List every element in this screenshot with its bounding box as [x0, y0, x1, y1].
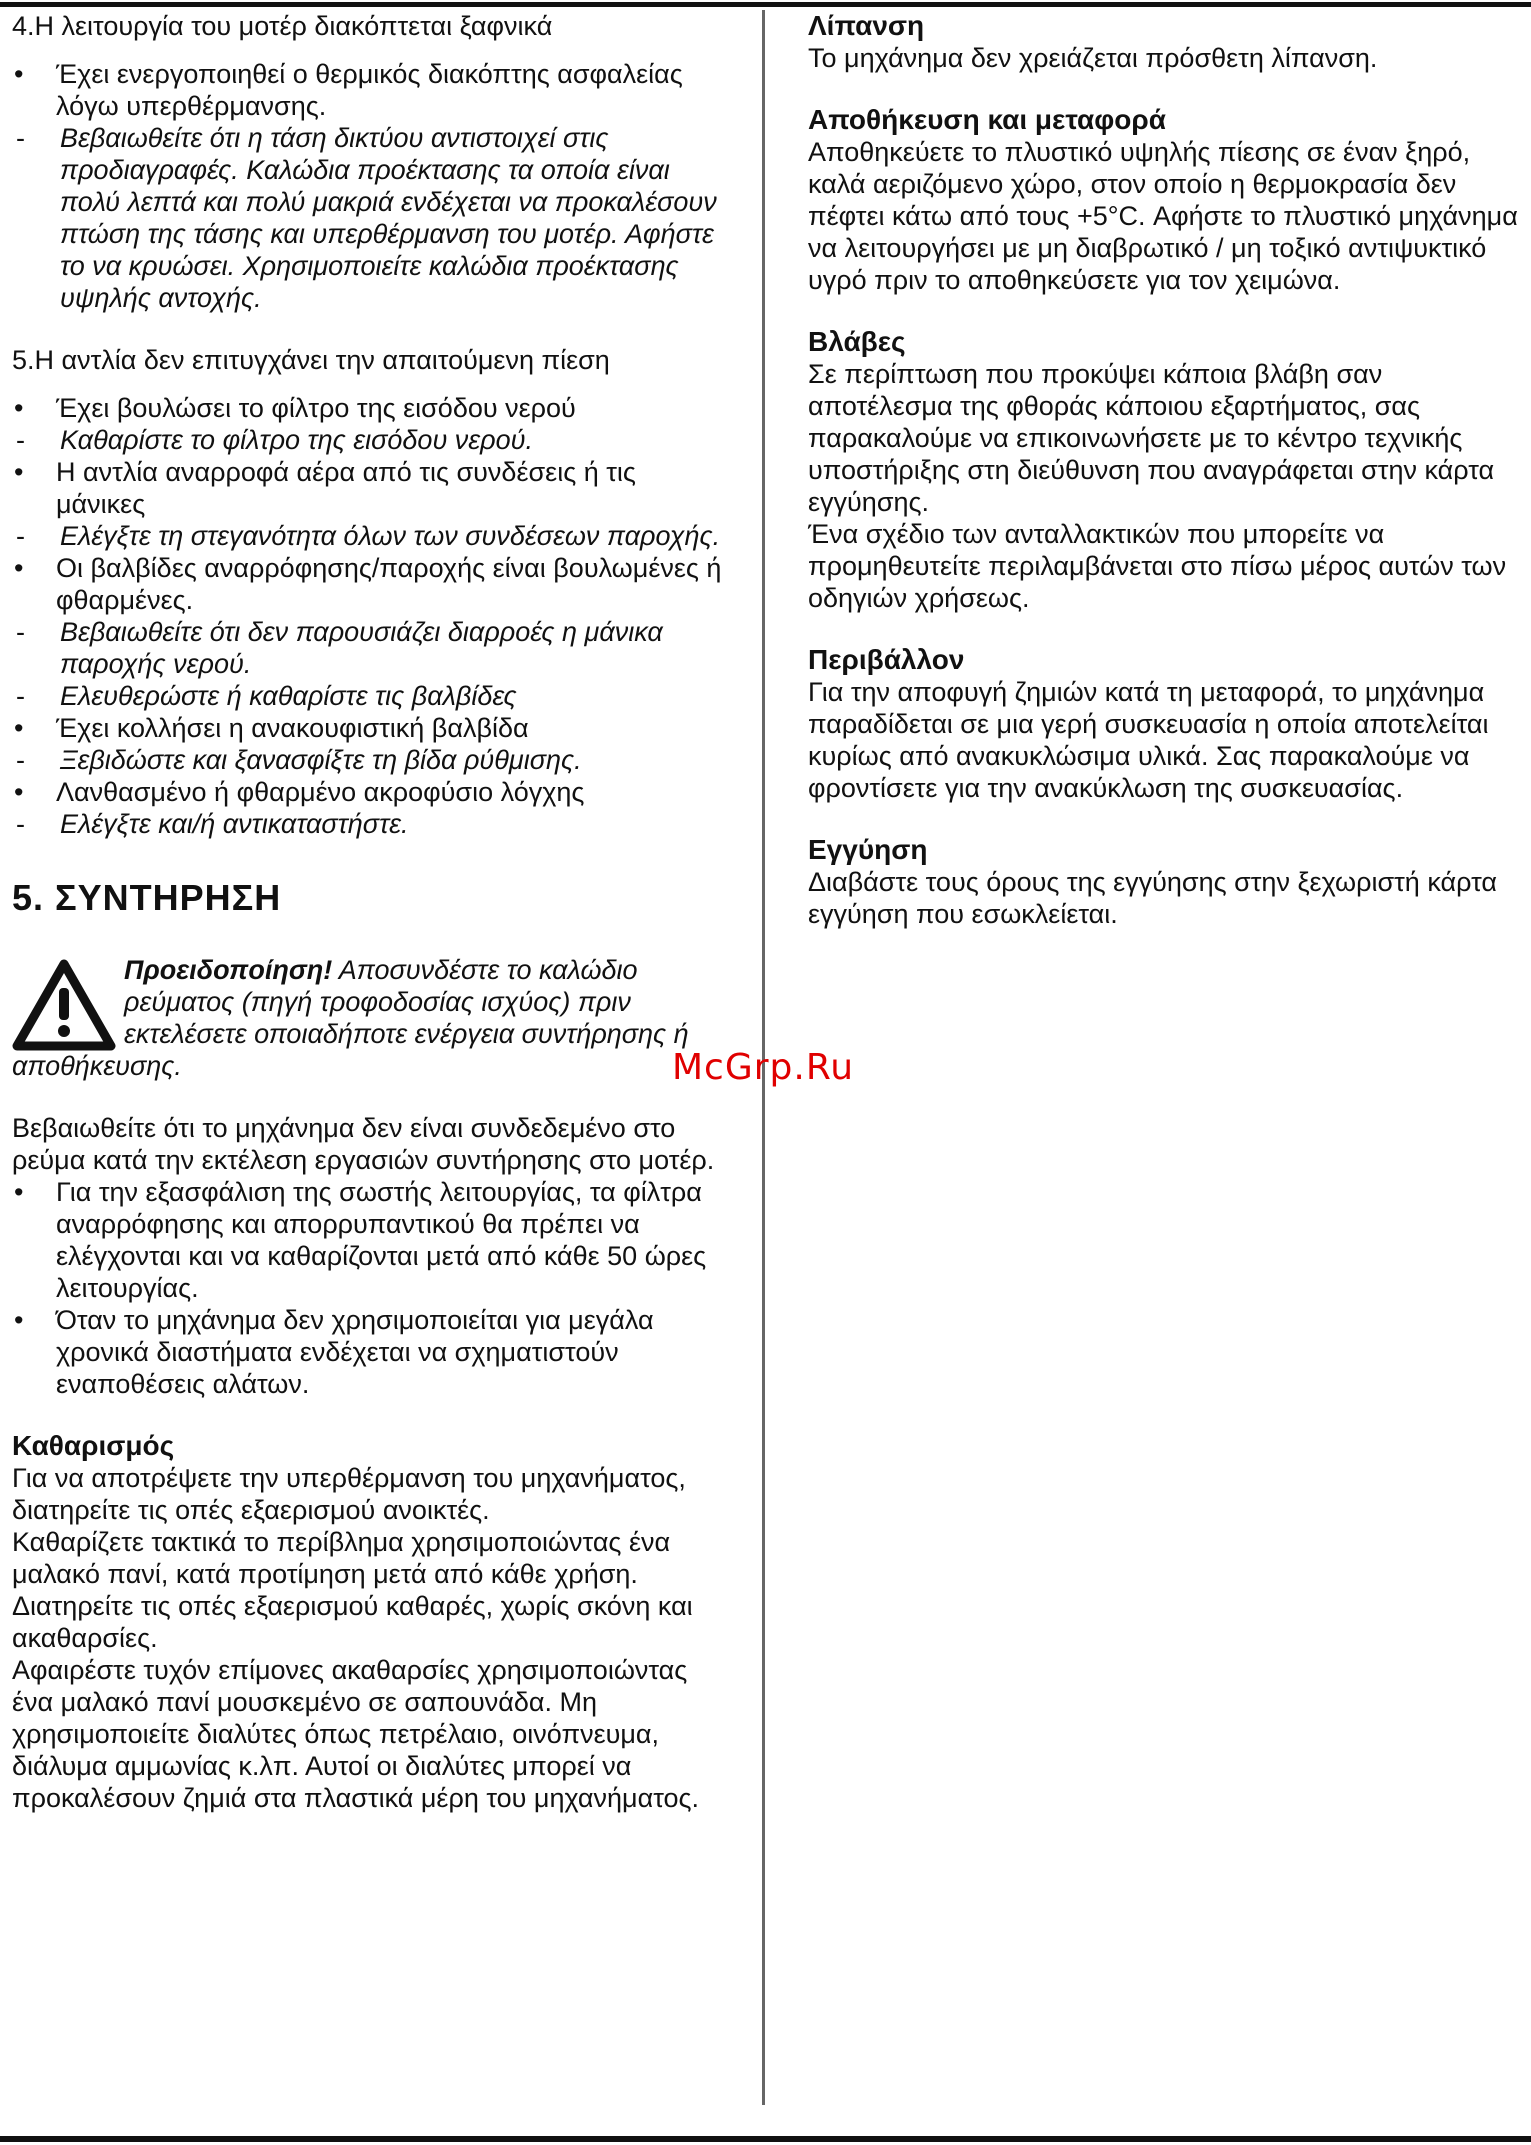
lubrication-text: Το μηχάνημα δεν χρειάζεται πρόσθετη λίπανση. — [808, 43, 1378, 73]
list-item — [12, 552, 732, 712]
list-item — [12, 456, 732, 552]
remedy-item: - Ξεβιδώστε και ξανασφίξτε τη βίδα ρύθμισης. — [12, 744, 732, 776]
faults-text: Σε περίπτωση που προκύψει κάποια βλάβη σαν αποτέλεσμα της φθοράς κάποιου εξαρτήματος, σας παρακαλούμε να επικοινωνήσετε με το κέντρο τεχνικής υποστήριξης στη διεύθυνση που αναγράφεται στην κάρτα εγγύησης. — [808, 359, 1495, 517]
remedy-item: - Βεβαιωθείτε ότι η τάση δικτύου αντιστοιχεί στις προδιαγραφές. Καλώδια προέκτασης τα οποία είναι πολύ λεπτά και πολύ μακριά ενδέχεται να προκαλέσουν πτώση της τάσης και υπερθέρμανση του μοτέρ. Αφήστε το να κρυώσει. Χρησιμοποιείτε καλώδια προέκτασης υψηλής αντοχής. — [12, 122, 732, 314]
warning-text: Αποσυνδέστε το καλώδιο — [332, 955, 638, 985]
remedy-item: - Ελευθερώστε ή καθαρίστε τις βαλβίδες — [12, 680, 732, 712]
bullet-text: Η αντλία αναρροφά αέρα από τις συνδέσεις ή τις μάνικες — [56, 457, 636, 519]
remedy-item: - Ελέγξτε τη στεγανότητα όλων των συνδέσεων παροχής. — [12, 520, 732, 552]
remedy-item: - Βεβαιωθείτε ότι δεν παρουσιάζει διαρροές η μάνικα παροχής νερού. — [12, 616, 732, 680]
troubleshoot-4-list — [12, 58, 732, 314]
warning-label: Προειδοποίηση! — [124, 955, 333, 985]
list-item — [12, 392, 732, 456]
storage-text: Αποθηκεύετε το πλυστικό υψηλής πίεσης σε έναν ξηρό, καλά αεριζόμενο χώρο, στον οποίο η θερμοκρασία δεν πέφτει κάτω από τους +5°C. Αφήστε το πλυστικό μηχάνημα να λειτουργήσει με μη διαβρωτικό / μη τοξικό αντιψυκτικό υγρό πριν το αποθηκεύσετε για τον χειμώνα. — [808, 137, 1518, 295]
bottom-rule — [0, 2136, 1531, 2142]
maintenance-heading: 5. ΣΥΝΤΗΡΗΣΗ — [12, 877, 282, 918]
faults-heading: Βλάβες — [808, 326, 906, 357]
storage-heading: Αποθήκευση και μεταφορά — [808, 104, 1166, 135]
warning-triangle-icon — [12, 958, 116, 1052]
warning-line — [12, 954, 732, 986]
cleaning-paragraph: Για να αποτρέψετε την υπερθέρμανση του μηχανήματος, διατηρείτε τις οπές εξαερισμού ανοικτές. — [12, 1463, 686, 1525]
troubleshoot-item-4-title: 4.Η λειτουργία του μοτέρ διακόπτεται ξαφνικά — [12, 11, 553, 41]
cleaning-heading: Καθαρισμός — [12, 1430, 175, 1461]
warning-line: ρεύματος (πηγή τροφοδοσίας ισχύος) πριν — [124, 987, 631, 1017]
warning-line: εκτελέσετε οποιαδήποτε ενέργεια συντήρησης ή — [124, 1019, 689, 1049]
top-rule — [0, 2, 1531, 7]
warranty-heading: Εγγύηση — [808, 834, 928, 865]
cleaning-paragraph: Καθαρίζετε τακτικά το περίβλημα χρησιμοποιώντας ένα μαλακό πανί, κατά προτίμηση μετά από κάθε χρήση. Διατηρείτε τις οπές εξαερισμού καθαρές, χωρίς σκόνη και ακαθαρσίες. — [12, 1527, 693, 1653]
bullet-text: Λανθασμένο ή φθαρμένο ακροφύσιο λόγχης — [56, 777, 585, 807]
environment-heading: Περιβάλλον — [808, 644, 965, 675]
list-item: • Όταν το μηχάνημα δεν χρησιμοποιείται για μεγάλα χρονικά διαστήματα ενδέχεται να σχηματιστούν εναποθέσεις αλάτων. — [12, 1304, 732, 1400]
bullet-text: Έχει βουλώσει το φίλτρο της εισόδου νερού — [56, 393, 576, 423]
troubleshoot-item-5-title: 5.Η αντλία δεν επιτυγχάνει την απαιτούμενη πίεση — [12, 345, 610, 375]
troubleshoot-5-list — [12, 392, 732, 840]
remedy-item: - Καθαρίστε το φίλτρο της εισόδου νερού. — [12, 424, 732, 456]
bullet-text: Έχει ενεργοποιηθεί ο θερμικός διακόπτης ασφαλείας λόγω υπερθέρμανσης. — [56, 59, 683, 121]
lubrication-heading: Λίπανση — [808, 10, 925, 41]
warning-line: αποθήκευσης. — [12, 1051, 182, 1081]
watermark: McGrp.Ru — [672, 1047, 855, 1088]
right-column — [808, 10, 1520, 930]
environment-text: Για την αποφυγή ζημιών κατά τη μεταφορά, το μηχάνημα παραδίδεται σε μια γερή συσκευασία η οποία αποτελείται κυρίως από ανακυκλώσιμα υλικά. Σας παρακαλούμε να φροντίσετε για την ανακύκλωση της συσκευασίας. — [808, 677, 1489, 803]
list-item — [12, 776, 732, 840]
bullet-text: Έχει κολλήσει η ανακουφιστική βαλβίδα — [56, 713, 529, 743]
maintenance-intro: Βεβαιωθείτε ότι το μηχάνημα δεν είναι συνδεδεμένο στο ρεύμα κατά την εκτέλεση εργασιών συντήρησης στο μοτέρ. — [12, 1113, 715, 1175]
remedy-item: - Ελέγξτε και/ή αντικαταστήστε. — [12, 808, 732, 840]
cleaning-paragraph: Αφαιρέστε τυχόν επίμονες ακαθαρσίες χρησιμοποιώντας ένα μαλακό πανί μουσκεμένο σε σαπουνάδα. Μη χρησιμοποιείτε διαλύτες όπως πετρέλαιο, οινόπνευμα, διάλυμα αμμωνίας κ.λπ. Αυτοί οι διαλύτες μπορεί να προκαλέσουν ζημιά στα πλαστικά μέρη του μηχανήματος. — [12, 1655, 700, 1813]
list-item: • Για την εξασφάλιση της σωστής λειτουργίας, τα φίλτρα αναρρόφησης και απορρυπαντικού θα πρέπει να ελέγχονται και να καθαρίζονται μετά από κάθε 50 ώρες λειτουργίας. — [12, 1176, 732, 1304]
warranty-text: Διαβάστε τους όρους της εγγύησης στην ξεχωριστή κάρτα εγγύηση που εσωκλείεται. — [808, 867, 1497, 929]
bullet-text: Οι βαλβίδες αναρρόφησης/παροχής είναι βουλωμένες ή φθαρμένες. — [56, 553, 722, 615]
list-item — [12, 58, 732, 314]
maintenance-list — [12, 1176, 732, 1400]
warning-block — [12, 954, 732, 1082]
list-item — [12, 712, 732, 776]
left-column — [12, 10, 732, 1814]
faults-text: Ένα σχέδιο των ανταλλακτικών που μπορείτε να προμηθευτείτε περιλαμβάνεται στο πίσω μέρος αυτών των οδηγιών χρήσεως. — [808, 519, 1507, 613]
